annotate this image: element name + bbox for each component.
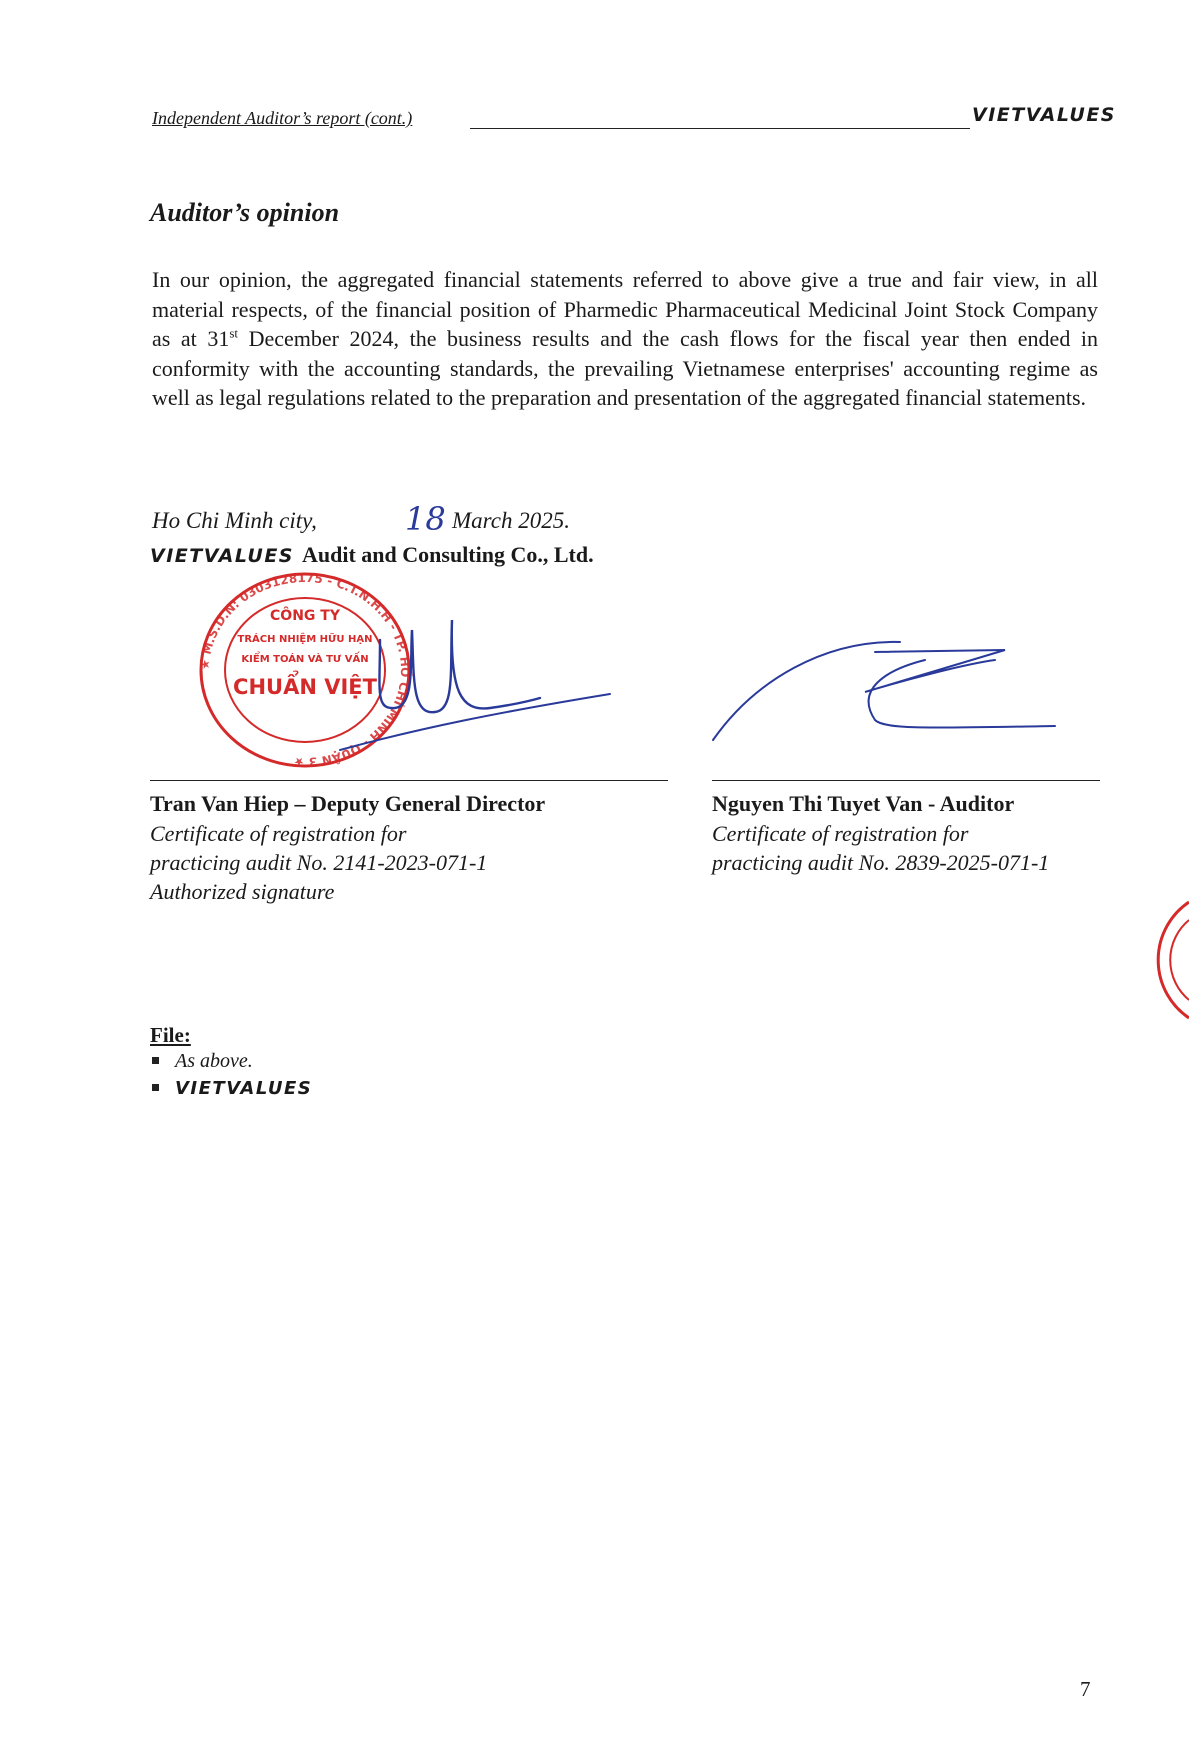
page-number: 7 — [1080, 1677, 1091, 1701]
signatory-2-name: Nguyen Thi Tuyet Van - Auditor — [712, 791, 1015, 816]
section-title: Auditor’s opinion — [150, 198, 340, 227]
file-item-2-brand: VIETVALUES — [175, 1078, 313, 1099]
stamp-line-3: KIỂM TOÁN VÀ TƯ VẤN — [241, 654, 369, 665]
bullet-icon — [152, 1057, 159, 1064]
file-item-2 — [152, 1077, 312, 1100]
opinion-text-b: December 2024, the business results and the cash flows for the fiscal year then ended in conformity with the accounting standards, the prevailing Vietnamese enterprises' accounting regime as well as legal regulations related to the preparation and presentation of the aggregated financial statements. — [152, 326, 1098, 410]
opinion-superscript: st — [229, 325, 239, 341]
report-header-title: Independent Auditor’s report (cont.) — [152, 108, 413, 128]
header-rule — [470, 128, 970, 129]
signature-line-right — [712, 780, 1100, 781]
file-item-1-text: As above. — [175, 1050, 253, 1072]
signatory-1-name: Tran Van Hiep – Deputy General Director — [150, 791, 546, 816]
firm-name-rest: Audit and Consulting Co., Ltd. — [302, 542, 594, 567]
signatory-2-cert-line1: Certificate of registration for — [712, 821, 969, 846]
signatory-2-cert-line2: practicing audit No. 2839-2025-071-1 — [712, 850, 1050, 875]
opinion-paragraph — [152, 265, 1098, 413]
signing-place: Ho Chi Minh city, — [152, 508, 317, 533]
stamp-line-4: CHUẨN VIỆT — [233, 675, 377, 699]
signature-right — [705, 630, 1065, 750]
signatory-1-cert-line1: Certificate of registration for — [150, 821, 407, 846]
file-heading: File: — [150, 1023, 191, 1047]
signature-line-left — [150, 780, 668, 781]
header-brand-logo: VIETVALUES — [972, 104, 1116, 126]
edge-stamp-fragment — [1160, 900, 1189, 1020]
firm-name — [150, 542, 594, 568]
opinion-text-a: In our opinion, the aggregated financial statements referred to above give a true and fair view, in all material respects, of the financial position of Pharmedic Pharmaceutical Medicinal Joint Stock Company as at 31 — [152, 267, 1098, 351]
handwritten-day: 18 — [405, 500, 446, 538]
signatory-1-cert-line2: practicing audit No. 2141-2023-071-1 — [150, 850, 488, 875]
stamp-line-1: CÔNG TY — [270, 608, 340, 624]
file-item-1 — [152, 1050, 253, 1073]
firm-brand-logo: VIETVALUES — [150, 545, 294, 567]
signing-month-year: March 2025. — [452, 508, 570, 533]
signature-left — [300, 600, 620, 780]
signatory-1-cert-line3: Authorized signature — [150, 879, 335, 904]
stamp-ring-textpath: ★ M.S.D.N: 0303128175 - C.T.N.H.H - TP. HỒ CHÍ MINH - QUẬN 3 ★ — [197, 570, 413, 770]
bullet-icon — [152, 1084, 159, 1091]
stamp-line-2: TRÁCH NHIỆM HỮU HẠN — [237, 634, 373, 645]
